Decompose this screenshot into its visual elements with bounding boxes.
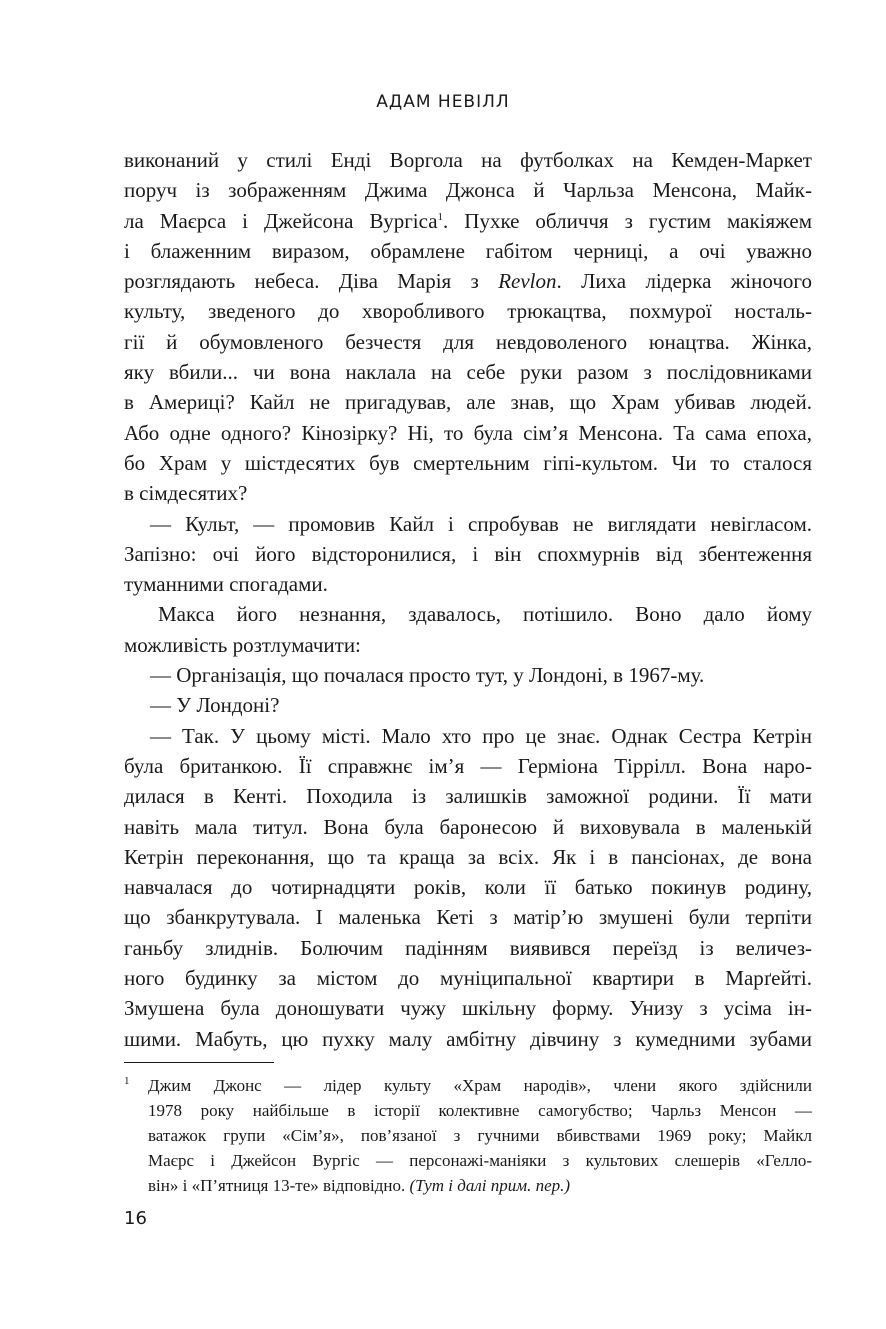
dialogue-line: — Організація, що почалася просто тут, у Лондоні, в 1967-му. [150,663,705,688]
text-line: туманними спогадами. [124,572,328,597]
text-fragment: . Пухке обличчя з густим макіяжем [443,208,812,233]
italic-brand-name: Revlon [498,269,557,294]
footnote-line: Джим Джонс — лідер культу «Храм народів», члени якого здійснили [148,1076,812,1095]
text-line: можливість розтлумачити: [124,632,361,657]
translator-note: (Тут і далі прим. пер.) [409,1176,571,1195]
text-line: ного будинку за містом до муніципальної квартири в Марґейті. [124,966,812,991]
text-line: Запізно: очі його відсторонилися, і він спохмурнів від збентеження [124,541,812,566]
footnote-line: 1978 року найбільше в історії колективне самогубство; Чарльз Менсон — [148,1101,812,1120]
footnote-divider [124,1062,274,1063]
text-line: була британкою. Її справжнє ім’я — Герміона Тіррілл. Вона наро- [124,753,812,778]
text-line: що збанкрутувала. І маленька Кеті з матір’ю змушені були терпіти [124,905,812,930]
text-line [124,206,812,236]
text-line: культу, зведеного до хворобливого трюкацтва, похмурої носталь- [124,299,812,324]
text-line: бо Храм у шістдесятих був смертельним гіпі-культом. Чи то сталося [124,450,812,475]
footnote-reference[interactable]: 1 [437,210,444,223]
text-line: ганьбу злиднів. Болючим падінням виявився переїзд із величез- [124,935,812,960]
text-line: виконаний у стилі Енді Воргола на футболках на Кемден-Маркет [124,148,812,172]
footnote-line: Маєрс і Джейсон Вургіс — персонажі-маніяки з культових слешерів «Гелло- [148,1151,812,1170]
dialogue-line: — Так. У цьому місті. Мало хто про це знає. Однак Сестра Кетрін [150,723,812,748]
text-line: гії й обумовленого безчестя для невдоволеного юнацтва. Жінка, [124,329,812,354]
dialogue-line: — Культ, — промовив Кайл і спробував не виглядати невігласом. [150,511,812,536]
text-line: і блаженним виразом, обрамлене габітом черниці, а очі уважно [124,238,812,263]
text-fragment: ла Маєрса і Джейсона Вургіса [124,208,438,233]
text-line: навчалася до чотирнадцяти років, коли її батько покинув родину, [124,875,812,900]
text-line: дилася в Кенті. Походила із залишків заможної родини. Її мати [124,784,812,809]
text-line: в Америці? Кайл не пригадував, але знав, що Храм убивав людей. [124,390,812,415]
page-number: 16 [124,1208,147,1229]
footnote-line [148,1173,812,1198]
text-line: Або одне одного? Кінозірку? Ні, то була сім’я Менсона. Та сама епоха, [124,420,812,445]
text-fragment: розглядають небеса. Діва Марія з [124,269,499,294]
footnote-body [148,1073,812,1198]
text-line [124,266,812,296]
text-line: в сімдесятих? [124,481,248,506]
running-header: АДАМ НЕВІЛЛ [376,92,510,112]
text-line: поруч із зображенням Джима Джонса й Чарльза Менсона, Майк- [124,178,812,203]
paragraph-start: Макса його незнання, здавалось, потішило. Воно дало йому [158,602,812,627]
footnote-line: ватажок групи «Сім’я», пов’язаної з гучними вбивствами 1969 року; Майкл [148,1126,812,1145]
text-line: Кетрін переконання, що та краща за всіх. Як і в пансіонах, де вона [124,844,812,869]
text-line: Змушена була доношувати чужу шкільну форму. Унизу з усіма ін- [124,996,812,1021]
text-line: яку вбили... чи вона наклала на себе руки разом з послідовниками [124,360,812,385]
footnote [124,1073,812,1198]
footnote-number: 1 [124,1075,130,1087]
text-fragment: він» і «П’ятниця 13-те» відповідно. [148,1176,410,1195]
text-line: навіть мала титул. Вона була баронесою й виховувала в маленькій [124,814,812,839]
text-line: шими. Мабуть, цю пухку малу амбітну дівчину з кумедними зубами [124,1026,812,1051]
text-fragment: . Лиха лідерка жіночого [556,269,812,294]
body-text [124,145,812,1054]
dialogue-line: — У Лондоні? [150,693,280,718]
